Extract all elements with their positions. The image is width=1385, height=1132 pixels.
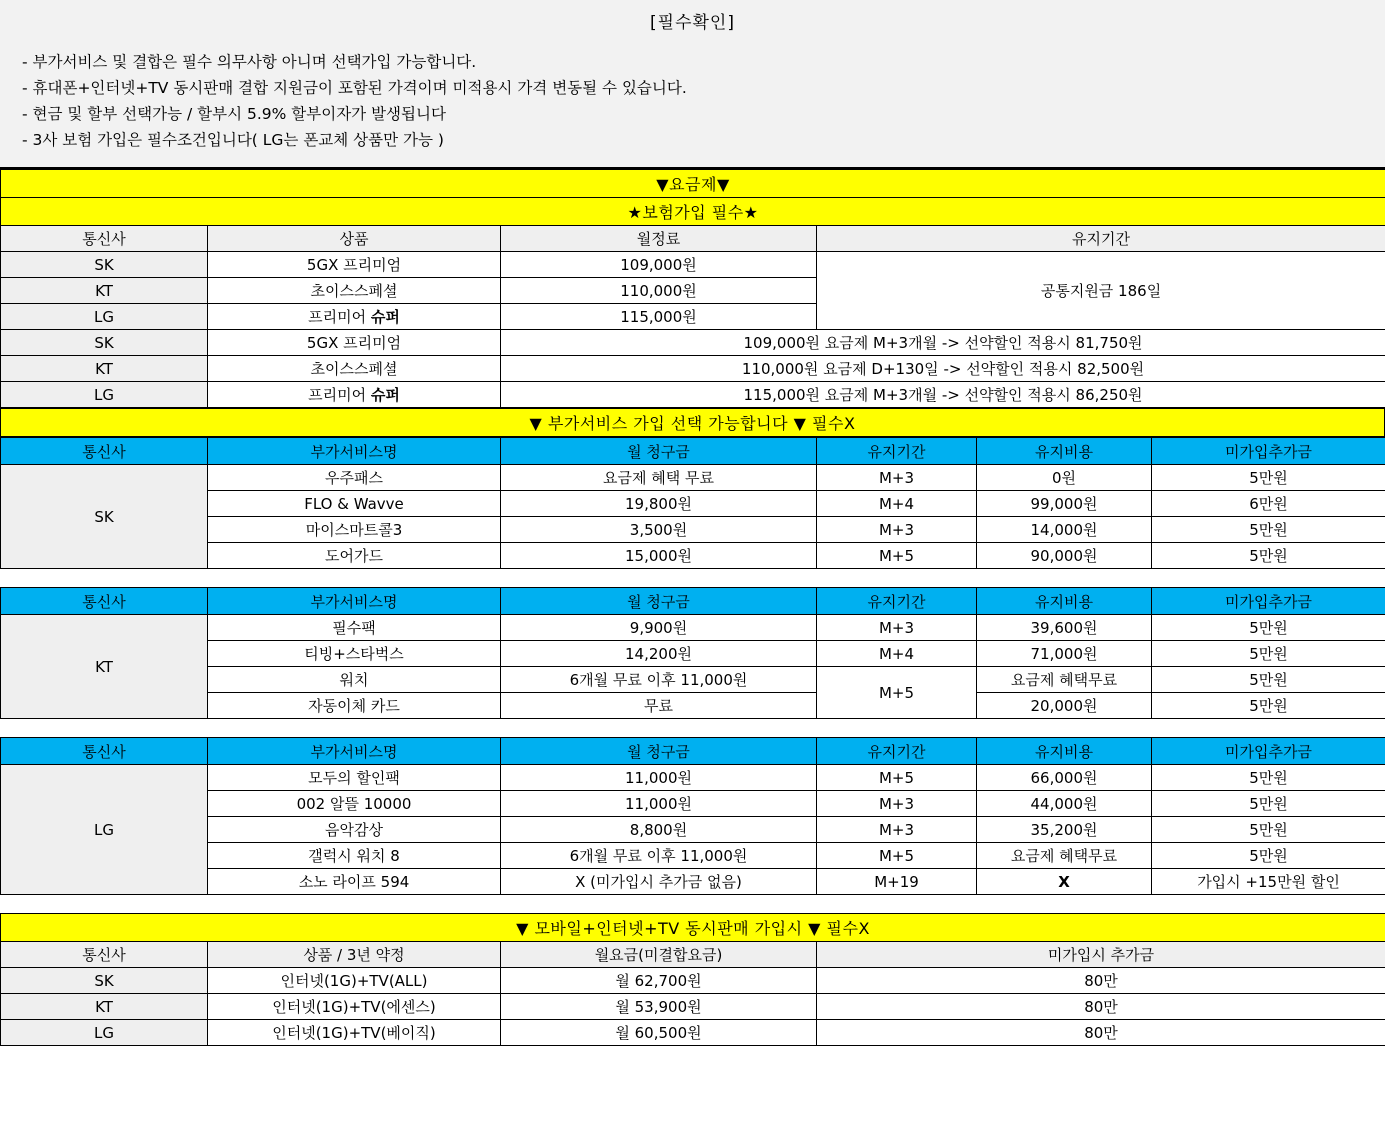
section-gap xyxy=(0,569,1385,587)
addon-cost: 99,000원 xyxy=(977,491,1152,517)
addon-col-monthly: 월 청구금 xyxy=(501,738,817,765)
addon-period: M+3 xyxy=(817,817,977,843)
combo-product: 인터넷(1G)+TV(베이직) xyxy=(208,1020,501,1046)
plan-carrier: SK xyxy=(1,330,208,356)
addon-name: 음악감상 xyxy=(208,817,501,843)
addon-cost: 14,000원 xyxy=(977,517,1152,543)
combo-carrier: SK xyxy=(1,968,208,994)
addon-name: FLO & Wavve xyxy=(208,491,501,517)
addon-name: 002 알뜰 10000 xyxy=(208,791,501,817)
plan-banner-main-row xyxy=(1,170,1385,198)
addon-monthly: 8,800원 xyxy=(501,817,817,843)
table-row xyxy=(1,817,1385,843)
addon-cost: 39,600원 xyxy=(977,615,1152,641)
addon-cost: 90,000원 xyxy=(977,543,1152,569)
combo-penalty: 80만 xyxy=(817,968,1385,994)
table-row xyxy=(1,330,1385,356)
addon-monthly: 19,800원 xyxy=(501,491,817,517)
table-row xyxy=(1,1020,1385,1046)
addon-col-period: 유지기간 xyxy=(817,438,977,465)
combo-col-carrier: 통신사 xyxy=(1,942,208,968)
plan-banner-main: ▼요금제▼ xyxy=(1,170,1385,198)
table-row xyxy=(1,994,1385,1020)
addon-col-name: 부가서비스명 xyxy=(208,738,501,765)
plan-carrier: LG xyxy=(1,382,208,408)
addon-col-period: 유지기간 xyxy=(817,738,977,765)
combo-product: 인터넷(1G)+TV(에센스) xyxy=(208,994,501,1020)
plan-product: 초이스스페셜 xyxy=(208,356,501,382)
notice-line: - 부가서비스 및 결합은 필수 의무사항 아니며 선택가입 가능합니다. xyxy=(22,53,477,71)
addon-penalty: 5만원 xyxy=(1152,641,1385,667)
plan-common-period: 공통지원금 186일 xyxy=(817,252,1385,330)
table-row xyxy=(1,465,1385,491)
addon-col-name: 부가서비스명 xyxy=(208,588,501,615)
plan-product-prefix: 프리미어 xyxy=(308,308,371,326)
addon-col-monthly: 월 청구금 xyxy=(501,438,817,465)
addon-col-carrier: 통신사 xyxy=(1,588,208,615)
plan-product xyxy=(208,304,501,330)
plan-banner-sub-row xyxy=(1,198,1385,226)
addon-header-row xyxy=(1,438,1385,465)
addon-penalty: 5만원 xyxy=(1152,465,1385,491)
plan-product: 초이스스페셜 xyxy=(208,278,501,304)
table-row xyxy=(1,641,1385,667)
combo-col-product: 상품 / 3년 약정 xyxy=(208,942,501,968)
addon-col-name: 부가서비스명 xyxy=(208,438,501,465)
plan-carrier: SK xyxy=(1,252,208,278)
combo-banner-row xyxy=(1,914,1385,942)
addon-monthly: 11,000원 xyxy=(501,765,817,791)
addon-cost: 71,000원 xyxy=(977,641,1152,667)
combo-header-row xyxy=(1,942,1385,968)
addon-period: M+4 xyxy=(817,641,977,667)
plan-product xyxy=(208,382,501,408)
table-row xyxy=(1,968,1385,994)
table-row xyxy=(1,382,1385,408)
addon-period: M+19 xyxy=(817,869,977,895)
addon-name: 티빙+스타벅스 xyxy=(208,641,501,667)
addon-penalty: 5만원 xyxy=(1152,765,1385,791)
plan-col-carrier: 통신사 xyxy=(1,226,208,252)
addon-penalty: 5만원 xyxy=(1152,667,1385,693)
addon-carrier: LG xyxy=(1,765,208,895)
addon-penalty: 5만원 xyxy=(1152,615,1385,641)
plan-product-emphasis: 슈퍼 xyxy=(370,386,400,404)
plan-detail: 115,000원 요금제 M+3개월 -> 선약할인 적용시 86,250원 xyxy=(501,382,1385,408)
addon-col-penalty: 미가입추가금 xyxy=(1152,738,1385,765)
plan-col-period: 유지기간 xyxy=(817,226,1385,252)
addon-penalty: 5만원 xyxy=(1152,843,1385,869)
section-gap xyxy=(0,895,1385,913)
addon-name: 도어가드 xyxy=(208,543,501,569)
table-row xyxy=(1,843,1385,869)
addon-period: M+3 xyxy=(817,465,977,491)
combo-carrier: KT xyxy=(1,994,208,1020)
plan-table xyxy=(0,169,1385,408)
addon-name: 모두의 할인팩 xyxy=(208,765,501,791)
addon-name: 워치 xyxy=(208,667,501,693)
page-title: [필수확인] xyxy=(650,13,735,33)
plan-carrier: KT xyxy=(1,356,208,382)
combo-fee: 월 53,900원 xyxy=(501,994,817,1020)
addon-cost: X xyxy=(977,869,1152,895)
addon-period: M+5 xyxy=(817,543,977,569)
addon-col-cost: 유지비용 xyxy=(977,438,1152,465)
plan-fee: 115,000원 xyxy=(501,304,817,330)
plan-fee: 110,000원 xyxy=(501,278,817,304)
table-row xyxy=(1,667,1385,693)
addon-name: 갤럭시 워치 8 xyxy=(208,843,501,869)
plan-col-product: 상품 xyxy=(208,226,501,252)
plan-fee: 109,000원 xyxy=(501,252,817,278)
addon-monthly: 15,000원 xyxy=(501,543,817,569)
table-row xyxy=(1,615,1385,641)
addon-col-carrier: 통신사 xyxy=(1,738,208,765)
addon-cost: 44,000원 xyxy=(977,791,1152,817)
combo-penalty: 80만 xyxy=(817,1020,1385,1046)
combo-banner: ▼ 모바일+인터넷+TV 동시판매 가입시 ▼ 필수X xyxy=(1,914,1385,942)
table-row xyxy=(1,517,1385,543)
plan-product: 5GX 프리미엄 xyxy=(208,330,501,356)
table-row xyxy=(1,356,1385,382)
addon-name: 우주패스 xyxy=(208,465,501,491)
addon-cost: 20,000원 xyxy=(977,693,1152,719)
plan-header-row xyxy=(1,226,1385,252)
addon-monthly: 무료 xyxy=(501,693,817,719)
addon-penalty: 5만원 xyxy=(1152,817,1385,843)
addon-col-cost: 유지비용 xyxy=(977,738,1152,765)
addon-table-lg xyxy=(0,737,1385,895)
addon-period: M+3 xyxy=(817,615,977,641)
plan-product: 5GX 프리미엄 xyxy=(208,252,501,278)
addon-period: M+4 xyxy=(817,491,977,517)
notice-line: - 현금 및 할부 선택가능 / 할부시 5.9% 할부이자가 발생됩니다 xyxy=(22,105,446,123)
addon-table-kt xyxy=(0,587,1385,719)
addon-name: 마이스마트콜3 xyxy=(208,517,501,543)
addon-period: M+3 xyxy=(817,517,977,543)
addon-penalty: 5만원 xyxy=(1152,791,1385,817)
plan-product-prefix: 프리미어 xyxy=(308,386,371,404)
addon-cost: 요금제 혜택무료 xyxy=(977,667,1152,693)
addon-table-sk xyxy=(0,437,1385,569)
table-row xyxy=(1,543,1385,569)
plan-carrier: LG xyxy=(1,304,208,330)
table-row xyxy=(1,791,1385,817)
addon-banner: ▼ 부가서비스 가입 선택 가능합니다 ▼ 필수X xyxy=(1,409,1385,437)
plan-carrier: KT xyxy=(1,278,208,304)
plan-col-fee: 월정료 xyxy=(501,226,817,252)
table-row xyxy=(1,765,1385,791)
plan-detail: 109,000원 요금제 M+3개월 -> 선약할인 적용시 81,750원 xyxy=(501,330,1385,356)
addon-header-row xyxy=(1,738,1385,765)
addon-col-penalty: 미가입추가금 xyxy=(1152,588,1385,615)
plan-product-emphasis: 슈퍼 xyxy=(370,308,400,326)
addon-header-row xyxy=(1,588,1385,615)
addon-col-period: 유지기간 xyxy=(817,588,977,615)
addon-period: M+5 xyxy=(817,843,977,869)
table-row xyxy=(1,252,1385,278)
addon-penalty: 가입시 +15만원 할인 xyxy=(1152,869,1385,895)
addon-penalty: 6만원 xyxy=(1152,491,1385,517)
combo-carrier: LG xyxy=(1,1020,208,1046)
addon-monthly: 14,200원 xyxy=(501,641,817,667)
addon-cost: 66,000원 xyxy=(977,765,1152,791)
notice-line: - 휴대폰+인터넷+TV 동시판매 결합 지원금이 포함된 가격이며 미적용시 가격 변동될 수 있습니다. xyxy=(22,79,687,97)
table-row xyxy=(1,869,1385,895)
addon-penalty: 5만원 xyxy=(1152,517,1385,543)
addon-period: M+5 xyxy=(817,765,977,791)
plan-banner-sub: ★보험가입 필수★ xyxy=(1,198,1385,226)
addon-monthly: 6개월 무료 이후 11,000원 xyxy=(501,843,817,869)
combo-col-fee: 월요금(미결합요금) xyxy=(501,942,817,968)
addon-monthly: 6개월 무료 이후 11,000원 xyxy=(501,667,817,693)
addon-col-carrier: 통신사 xyxy=(1,438,208,465)
addon-banner-table xyxy=(0,408,1385,437)
addon-penalty: 5만원 xyxy=(1152,693,1385,719)
addon-monthly: 요금제 혜택 무료 xyxy=(501,465,817,491)
addon-banner-row xyxy=(1,409,1385,437)
combo-penalty: 80만 xyxy=(817,994,1385,1020)
addon-monthly: 11,000원 xyxy=(501,791,817,817)
notice-list xyxy=(0,43,1385,167)
notice-block xyxy=(0,0,1385,169)
addon-carrier: SK xyxy=(1,465,208,569)
table-row xyxy=(1,491,1385,517)
combo-table xyxy=(0,913,1385,1046)
addon-col-penalty: 미가입추가금 xyxy=(1152,438,1385,465)
addon-name: 자동이체 카드 xyxy=(208,693,501,719)
addon-period: M+3 xyxy=(817,791,977,817)
notice-line: - 3사 보험 가입은 필수조건입니다( LG는 폰교체 상품만 가능 ) xyxy=(22,131,444,149)
addon-name: 필수팩 xyxy=(208,615,501,641)
addon-monthly: X (미가입시 추가금 없음) xyxy=(501,869,817,895)
addon-col-monthly: 월 청구금 xyxy=(501,588,817,615)
addon-cost: 0원 xyxy=(977,465,1152,491)
combo-fee: 월 62,700원 xyxy=(501,968,817,994)
combo-product: 인터넷(1G)+TV(ALL) xyxy=(208,968,501,994)
addon-period-merged: M+5 xyxy=(817,667,977,719)
addon-cost: 35,200원 xyxy=(977,817,1152,843)
addon-penalty: 5만원 xyxy=(1152,543,1385,569)
table-row xyxy=(1,693,1385,719)
addon-monthly: 3,500원 xyxy=(501,517,817,543)
plan-detail: 110,000원 요금제 D+130일 -> 선약할인 적용시 82,500원 xyxy=(501,356,1385,382)
addon-name: 소노 라이프 594 xyxy=(208,869,501,895)
combo-fee: 월 60,500원 xyxy=(501,1020,817,1046)
addon-cost: 요금제 혜택무료 xyxy=(977,843,1152,869)
combo-col-penalty: 미가입시 추가금 xyxy=(817,942,1385,968)
addon-carrier: KT xyxy=(1,615,208,719)
section-gap xyxy=(0,719,1385,737)
addon-monthly: 9,900원 xyxy=(501,615,817,641)
addon-col-cost: 유지비용 xyxy=(977,588,1152,615)
